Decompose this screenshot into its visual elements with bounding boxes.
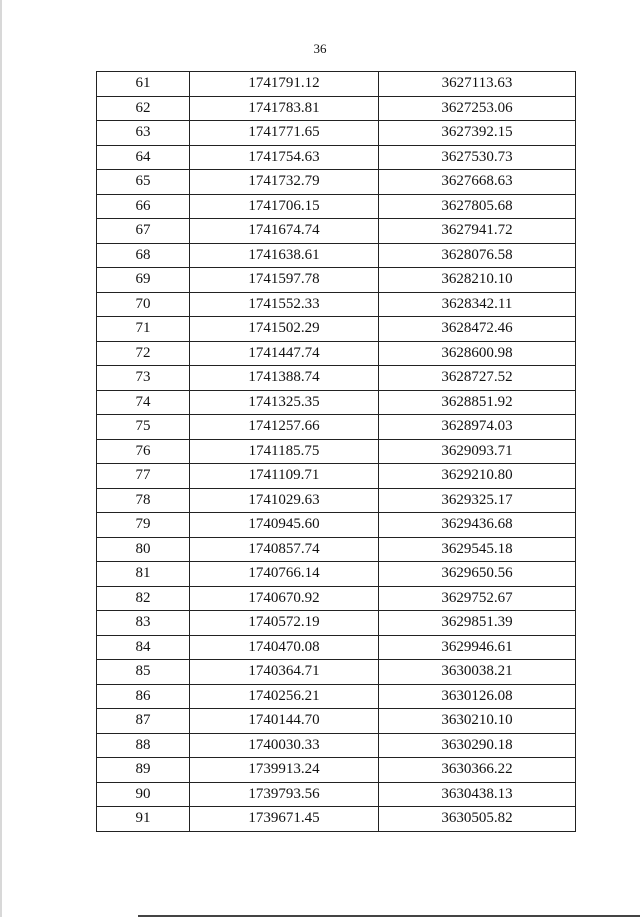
- table-row: [97, 243, 576, 268]
- table-row: [97, 415, 576, 440]
- point-number-cell: 72: [97, 341, 190, 366]
- table-row: [97, 390, 576, 415]
- y-coordinate-cell: 3627668.63: [379, 170, 576, 195]
- y-coordinate-cell: 3630505.82: [379, 807, 576, 832]
- y-coordinate-cell: 3628600.98: [379, 341, 576, 366]
- y-coordinate-cell: 3627941.72: [379, 219, 576, 244]
- y-coordinate-cell: 3629752.67: [379, 586, 576, 611]
- x-coordinate-cell: 1740945.60: [190, 513, 379, 538]
- table-row: [97, 96, 576, 121]
- point-number-cell: 86: [97, 684, 190, 709]
- point-number-cell: 67: [97, 219, 190, 244]
- table-row: [97, 660, 576, 685]
- table-row: [97, 366, 576, 391]
- x-coordinate-cell: 1740670.92: [190, 586, 379, 611]
- x-coordinate-cell: 1739793.56: [190, 782, 379, 807]
- point-number-cell: 63: [97, 121, 190, 146]
- x-coordinate-cell: 1741597.78: [190, 268, 379, 293]
- x-coordinate-cell: 1741447.74: [190, 341, 379, 366]
- point-number-cell: 78: [97, 488, 190, 513]
- point-number-cell: 73: [97, 366, 190, 391]
- table-row: [97, 72, 576, 97]
- y-coordinate-cell: 3627805.68: [379, 194, 576, 219]
- point-number-cell: 83: [97, 611, 190, 636]
- point-number-cell: 77: [97, 464, 190, 489]
- y-coordinate-cell: 3629093.71: [379, 439, 576, 464]
- y-coordinate-cell: 3630366.22: [379, 758, 576, 783]
- table-row: [97, 464, 576, 489]
- table-row: [97, 807, 576, 832]
- x-coordinate-cell: 1741791.12: [190, 72, 379, 97]
- x-coordinate-cell: 1740766.14: [190, 562, 379, 587]
- table-row: [97, 292, 576, 317]
- y-coordinate-cell: 3627113.63: [379, 72, 576, 97]
- y-coordinate-cell: 3627530.73: [379, 145, 576, 170]
- y-coordinate-cell: 3629946.61: [379, 635, 576, 660]
- y-coordinate-cell: 3629325.17: [379, 488, 576, 513]
- table-row: [97, 709, 576, 734]
- table-row: [97, 562, 576, 587]
- point-number-cell: 74: [97, 390, 190, 415]
- y-coordinate-cell: 3630438.13: [379, 782, 576, 807]
- y-coordinate-cell: 3629436.68: [379, 513, 576, 538]
- x-coordinate-cell: 1741783.81: [190, 96, 379, 121]
- x-coordinate-cell: 1741029.63: [190, 488, 379, 513]
- point-number-cell: 75: [97, 415, 190, 440]
- point-number-cell: 61: [97, 72, 190, 97]
- y-coordinate-cell: 3628076.58: [379, 243, 576, 268]
- y-coordinate-cell: 3630210.10: [379, 709, 576, 734]
- table-row: [97, 684, 576, 709]
- x-coordinate-cell: 1741754.63: [190, 145, 379, 170]
- table-row: [97, 268, 576, 293]
- x-coordinate-cell: 1740470.08: [190, 635, 379, 660]
- x-coordinate-cell: 1741706.15: [190, 194, 379, 219]
- point-number-cell: 68: [97, 243, 190, 268]
- table-row: [97, 537, 576, 562]
- y-coordinate-cell: 3627253.06: [379, 96, 576, 121]
- y-coordinate-cell: 3629650.56: [379, 562, 576, 587]
- point-number-cell: 69: [97, 268, 190, 293]
- y-coordinate-cell: 3630038.21: [379, 660, 576, 685]
- table-row: [97, 758, 576, 783]
- y-coordinate-cell: 3629210.80: [379, 464, 576, 489]
- point-number-cell: 87: [97, 709, 190, 734]
- point-number-cell: 91: [97, 807, 190, 832]
- table-row: [97, 782, 576, 807]
- point-number-cell: 64: [97, 145, 190, 170]
- y-coordinate-cell: 3628342.11: [379, 292, 576, 317]
- x-coordinate-cell: 1741185.75: [190, 439, 379, 464]
- point-number-cell: 65: [97, 170, 190, 195]
- point-number-cell: 71: [97, 317, 190, 342]
- y-coordinate-cell: 3630290.18: [379, 733, 576, 758]
- table-row: [97, 611, 576, 636]
- x-coordinate-cell: 1741638.61: [190, 243, 379, 268]
- x-coordinate-cell: 1741388.74: [190, 366, 379, 391]
- table-row: [97, 733, 576, 758]
- table-row: [97, 145, 576, 170]
- point-number-cell: 89: [97, 758, 190, 783]
- table-row: [97, 194, 576, 219]
- point-number-cell: 80: [97, 537, 190, 562]
- x-coordinate-cell: 1741732.79: [190, 170, 379, 195]
- point-number-cell: 85: [97, 660, 190, 685]
- x-coordinate-cell: 1741325.35: [190, 390, 379, 415]
- y-coordinate-cell: 3627392.15: [379, 121, 576, 146]
- table-row: [97, 488, 576, 513]
- x-coordinate-cell: 1739913.24: [190, 758, 379, 783]
- y-coordinate-cell: 3628472.46: [379, 317, 576, 342]
- x-coordinate-cell: 1741257.66: [190, 415, 379, 440]
- x-coordinate-cell: 1741109.71: [190, 464, 379, 489]
- point-number-cell: 76: [97, 439, 190, 464]
- table-row: [97, 586, 576, 611]
- y-coordinate-cell: 3629545.18: [379, 537, 576, 562]
- y-coordinate-cell: 3630126.08: [379, 684, 576, 709]
- coordinate-table-body: [97, 72, 576, 832]
- table-row: [97, 317, 576, 342]
- point-number-cell: 90: [97, 782, 190, 807]
- table-row: [97, 439, 576, 464]
- table-row: [97, 635, 576, 660]
- table-row: [97, 513, 576, 538]
- scan-edge: [0, 0, 2, 917]
- table-row: [97, 341, 576, 366]
- point-number-cell: 88: [97, 733, 190, 758]
- table-row: [97, 219, 576, 244]
- y-coordinate-cell: 3628210.10: [379, 268, 576, 293]
- x-coordinate-cell: 1741771.65: [190, 121, 379, 146]
- x-coordinate-cell: 1740857.74: [190, 537, 379, 562]
- x-coordinate-cell: 1740144.70: [190, 709, 379, 734]
- point-number-cell: 81: [97, 562, 190, 587]
- table-row: [97, 170, 576, 195]
- point-number-cell: 82: [97, 586, 190, 611]
- point-number-cell: 66: [97, 194, 190, 219]
- x-coordinate-cell: 1740256.21: [190, 684, 379, 709]
- table-row: [97, 121, 576, 146]
- x-coordinate-cell: 1741552.33: [190, 292, 379, 317]
- x-coordinate-cell: 1740364.71: [190, 660, 379, 685]
- y-coordinate-cell: 3628851.92: [379, 390, 576, 415]
- x-coordinate-cell: 1739671.45: [190, 807, 379, 832]
- page-number: 36: [313, 41, 327, 56]
- x-coordinate-cell: 1740030.33: [190, 733, 379, 758]
- y-coordinate-cell: 3629851.39: [379, 611, 576, 636]
- y-coordinate-cell: 3628727.52: [379, 366, 576, 391]
- point-number-cell: 79: [97, 513, 190, 538]
- coordinate-table: [96, 71, 576, 832]
- point-number-cell: 62: [97, 96, 190, 121]
- y-coordinate-cell: 3628974.03: [379, 415, 576, 440]
- x-coordinate-cell: 1740572.19: [190, 611, 379, 636]
- point-number-cell: 84: [97, 635, 190, 660]
- point-number-cell: 70: [97, 292, 190, 317]
- x-coordinate-cell: 1741674.74: [190, 219, 379, 244]
- x-coordinate-cell: 1741502.29: [190, 317, 379, 342]
